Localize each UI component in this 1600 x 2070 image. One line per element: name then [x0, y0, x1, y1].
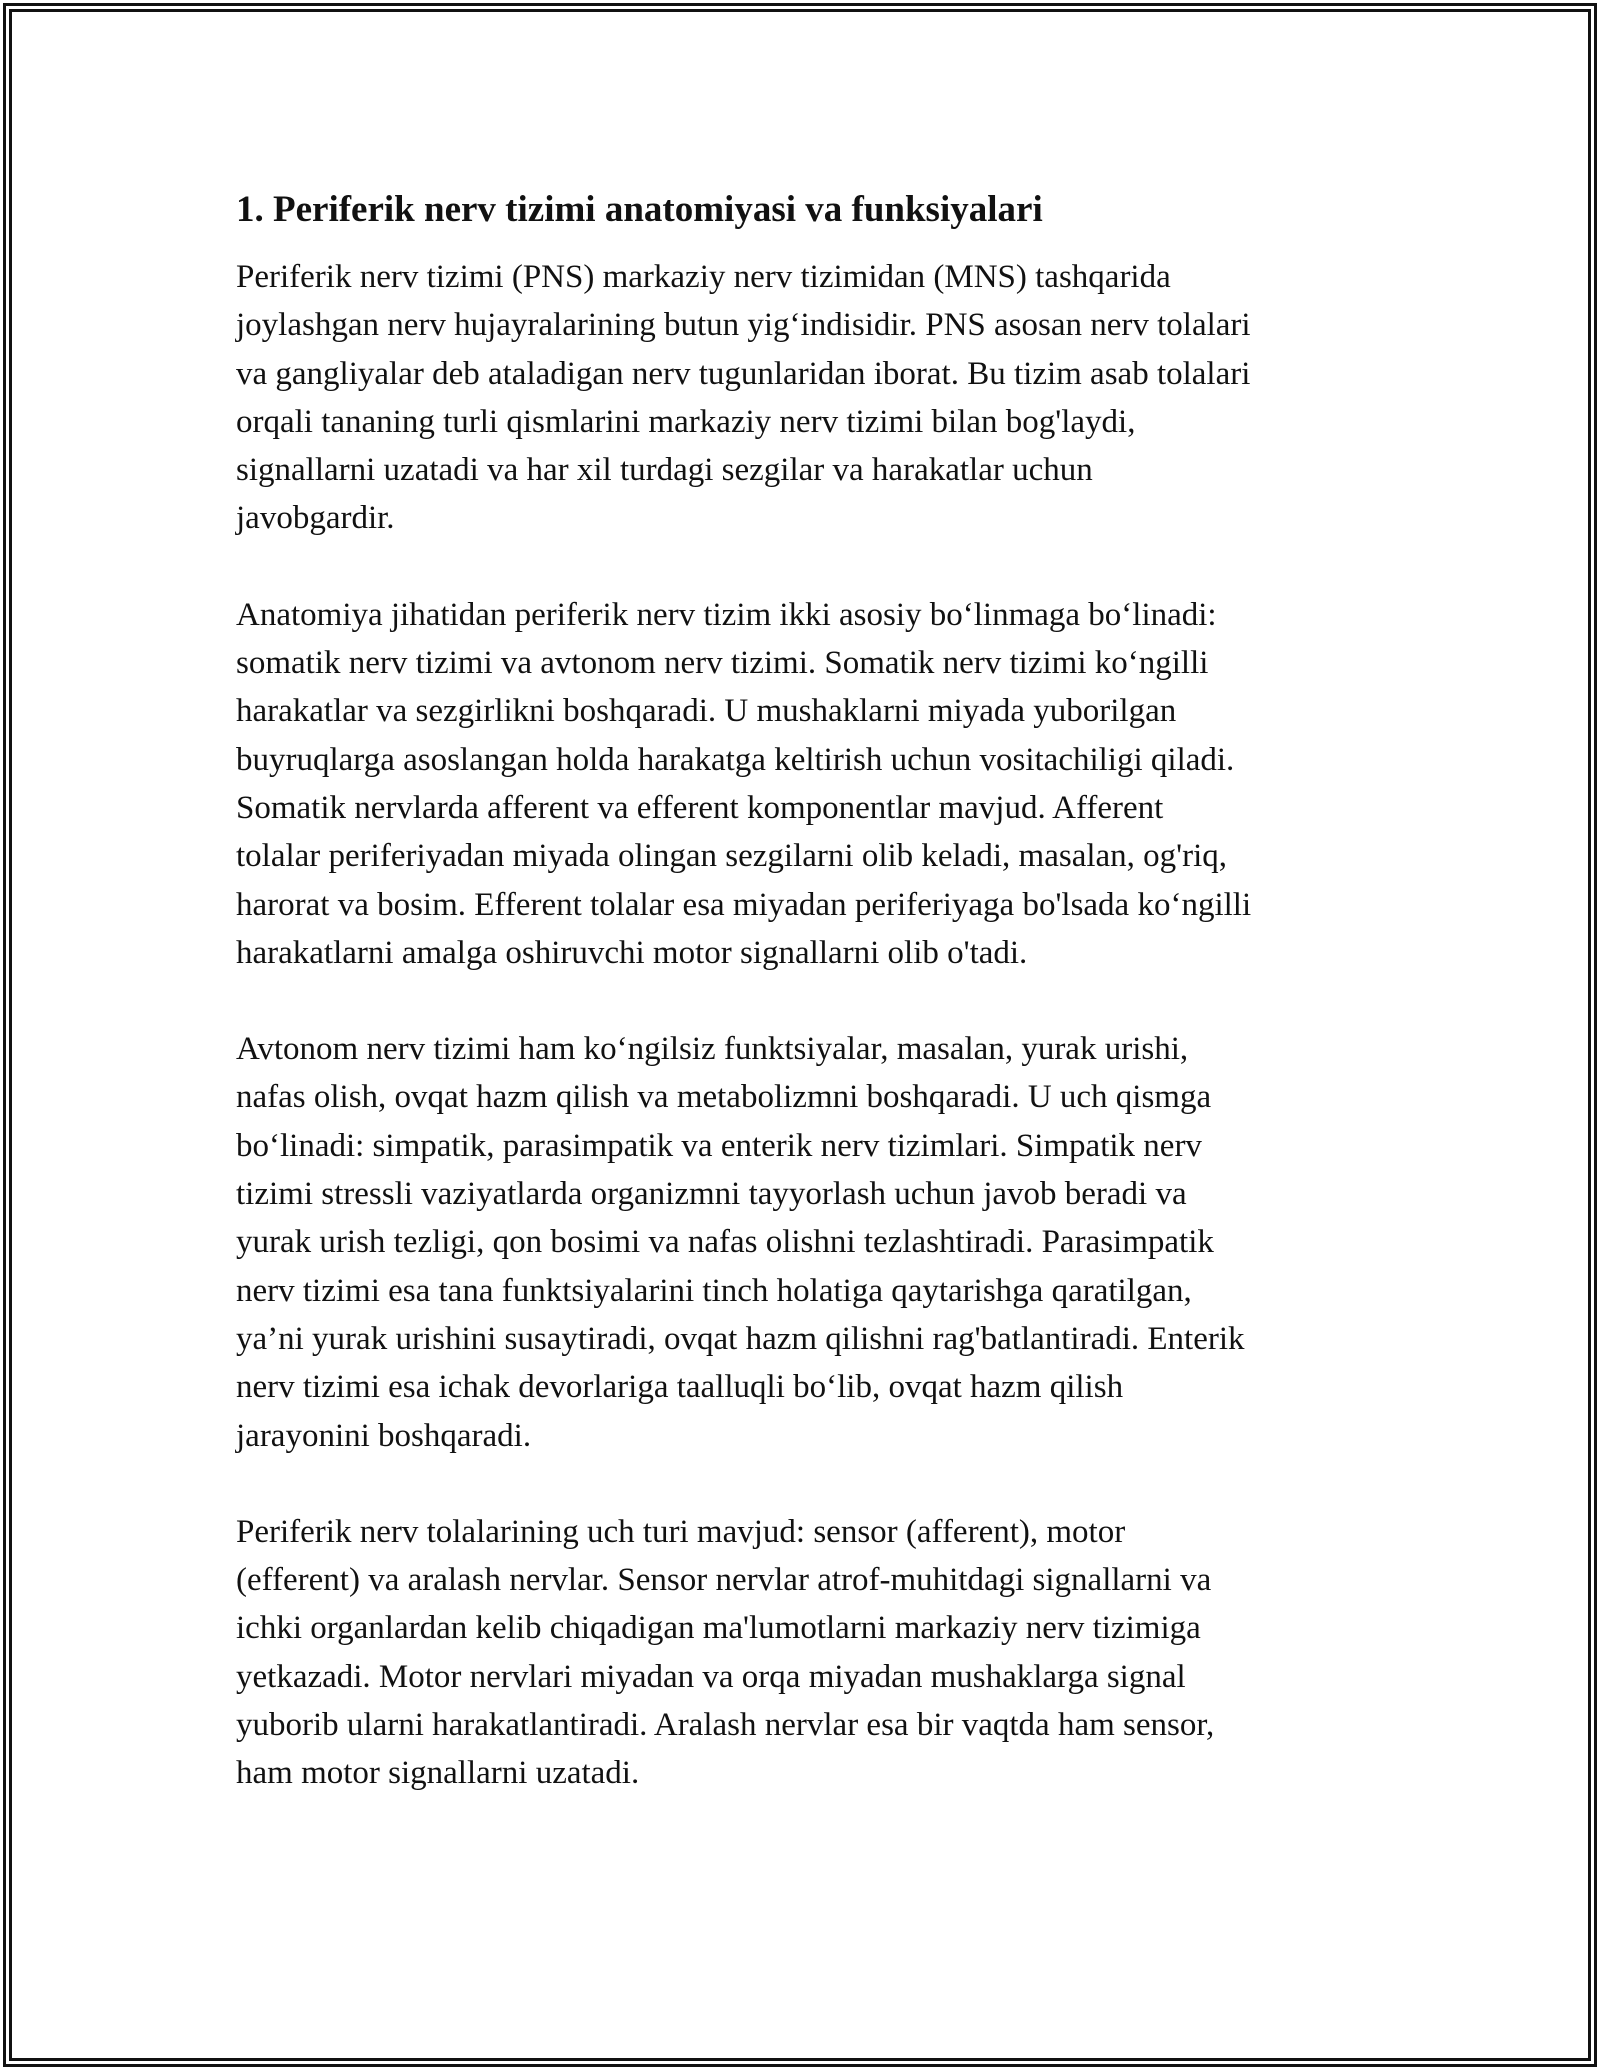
text-line: ham motor signallarni uzatadi. — [236, 1755, 640, 1792]
text-line: jarayonini boshqaradi. — [236, 1417, 532, 1454]
text-line: somatik nerv tizimi va avtonom nerv tizimi. Somatik nerv tizimi ko‘ngilli — [236, 645, 1209, 682]
text-line: harakatlar va sezgirlikni boshqaradi. U mushaklarni miyada yuborilgan — [236, 693, 1177, 730]
text-line: Anatomiya jihatidan periferik nerv tizim ikki asosiy bo‘linmaga bo‘linadi: — [236, 596, 1217, 633]
text-line: tizimi stressli vaziyatlarda organizmni tayyorlash uchun javob beradi va — [236, 1176, 1187, 1213]
text-line: va gangliyalar deb ataladigan nerv tugunlaridan iborat. Bu tizim asab tolalari — [236, 355, 1251, 392]
text-line: ya’ni yurak urishini susaytiradi, ovqat hazm qilishni rag'batlantiradi. Enterik — [236, 1320, 1245, 1357]
text-line: Periferik nerv tolalarining uch turi mavjud: sensor (afferent), motor — [236, 1513, 1126, 1550]
text-line: Periferik nerv tizimi (PNS) markaziy nerv tizimidan (MNS) tashqarida — [236, 259, 1171, 295]
text-line: Avtonom nerv tizimi ham ko‘ngilsiz funktsiyalar, masalan, yurak urishi, — [236, 1031, 1189, 1068]
text-line: nafas olish, ovqat hazm qilish va metabolizmni boshqaradi. U uch qismga — [236, 1079, 1212, 1116]
text-line: yurak urish tezligi, qon bosimi va nafas olishni tezlashtiradi. Parasimpatik — [236, 1224, 1214, 1261]
text-line: buyruqlarga asoslangan holda harakatga keltirish uchun vositachiligi qiladi. — [236, 741, 1235, 778]
text-line: yuborib ularni harakatlantiradi. Aralash nervlar esa bir vaqtda ham sensor, — [236, 1707, 1215, 1744]
text-line: javobgardir. — [236, 500, 395, 537]
text-line: bo‘linadi: simpatik, parasimpatik va enterik nerv tizimlari. Simpatik nerv — [236, 1127, 1202, 1164]
text-line: signallarni uzatadi va har xil turdagi sezgilar va harakatlar uchun — [236, 452, 1093, 489]
text-line: joylashgan nerv hujayralarining butun yig‘indisidir. PNS asosan nerv tolalari — [236, 307, 1251, 344]
document-body — [236, 186, 1386, 1846]
text-line: Somatik nervlarda afferent va efferent komponentlar mavjud. Afferent — [236, 789, 1164, 826]
paragraph-intro — [236, 253, 1386, 543]
paragraph-fiber-types — [236, 1508, 1386, 1798]
text-line: harakatlarni amalga oshiruvchi motor signallarni olib o'tadi. — [236, 934, 1028, 971]
text-line: tolalar periferiyadan miyada olingan sezgilarni olib keladi, masalan, og'riq, — [236, 838, 1228, 875]
text-line: ichki organlardan kelib chiqadigan ma'lumotlarni markaziy nerv tizimiga — [236, 1610, 1201, 1647]
text-line: orqali tananing turli qismlarini markaziy nerv tizimi bilan bog'laydi, — [236, 403, 1136, 440]
paragraph-autonomic — [236, 1025, 1386, 1460]
text-line: harorat va bosim. Efferent tolalar esa miyadan periferiyaga bo'lsada ko‘ngilli — [236, 886, 1252, 923]
text-line: nerv tizimi esa tana funktsiyalarini tinch holatiga qaytarishga qaratilgan, — [236, 1272, 1192, 1309]
text-line: (efferent) va aralash nervlar. Sensor nervlar atrof-muhitdagi signallarni va — [236, 1562, 1212, 1599]
text-line: nerv tizimi esa ichak devorlariga taalluqli bo‘lib, ovqat hazm qilish — [236, 1369, 1124, 1406]
text-line: yetkazadi. Motor nervlari miyadan va orqa miyadan mushaklarga signal — [236, 1658, 1186, 1695]
paragraph-anatomy — [236, 591, 1386, 977]
section-heading: 1. Periferik nerv tizimi anatomiyasi va funksiyalari — [236, 189, 1043, 230]
